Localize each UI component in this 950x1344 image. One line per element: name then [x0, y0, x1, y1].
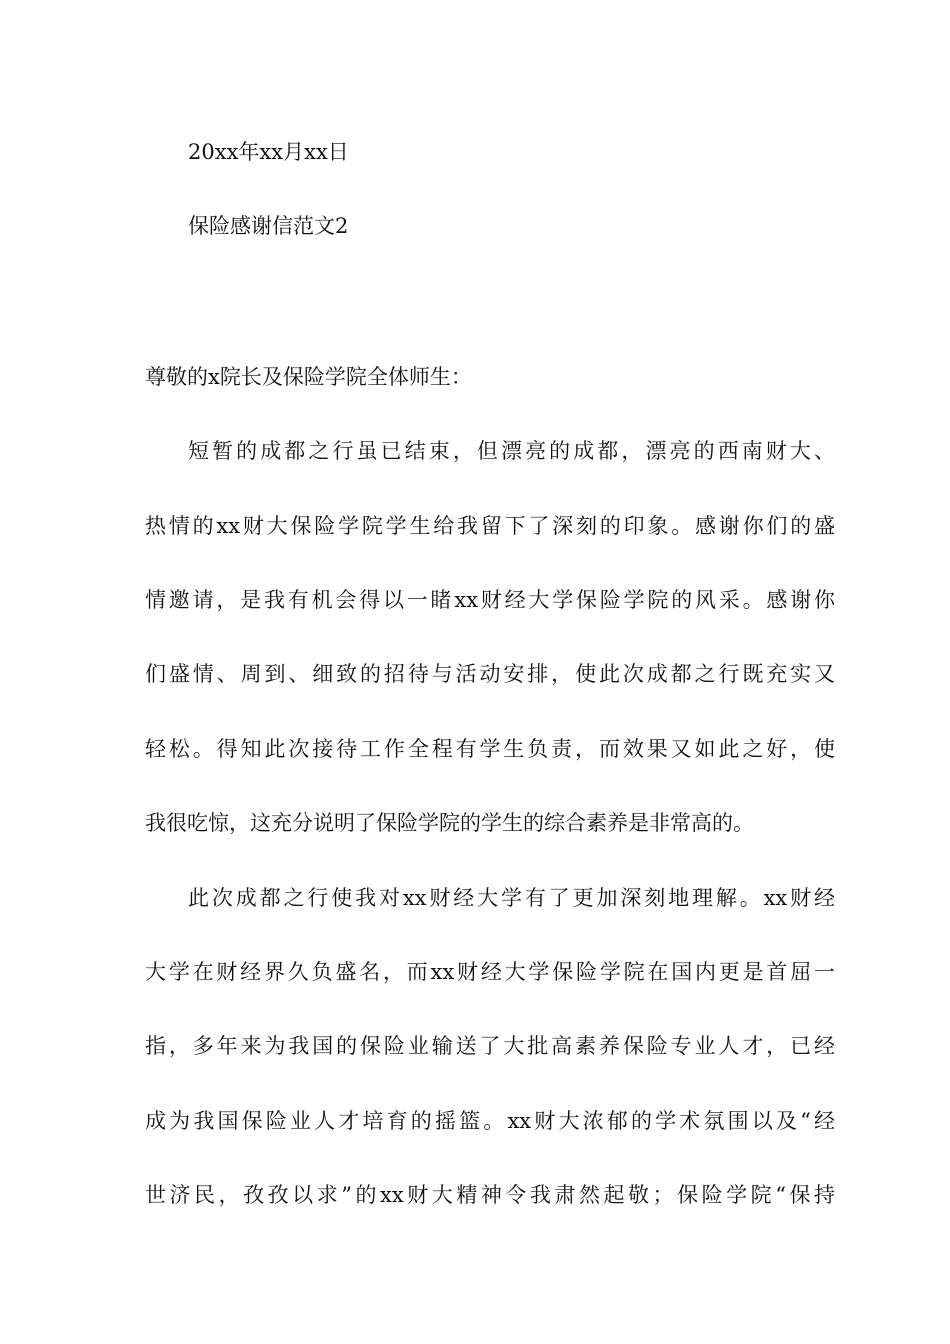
paragraph-line: 短暂的成都之行虽已结束，但漂亮的成都，漂亮的西南财大、	[188, 439, 835, 463]
paragraph-line: 大学在财经界久负盛名，而xx财经大学保险学院在国内更是首屈一	[145, 960, 835, 984]
paragraph-line: 情邀请，是我有机会得以一睹xx财经大学保险学院的风采。感谢你	[145, 588, 835, 612]
paragraph-line: 热情的xx财大保险学院学生给我留下了深刻的印象。感谢你们的盛	[145, 514, 835, 538]
letter-date: 20xx年xx月xx日	[188, 140, 349, 164]
paragraph-line: 我很吃惊，这充分说明了保险学院的学生的综合素养是非常高的。	[145, 811, 754, 835]
paragraph-line: 指，多年来为我国的保险业输送了大批高素养保险专业人才，已经	[145, 1034, 835, 1058]
letter-title: 保险感谢信范文2	[188, 214, 349, 238]
letter-salutation: 尊敬的x院长及保险学院全体师生：	[145, 365, 472, 389]
paragraph-line: 此次成都之行使我对xx财经大学有了更加深刻地理解。xx财经	[188, 886, 835, 910]
paragraph-line: 成为我国保险业人才培育的摇篮。xx财大浓郁的学术氛围以及“经	[145, 1109, 835, 1133]
paragraph-line: 世济民，孜孜以求”的xx财大精神令我肃然起敬；保险学院“保持	[145, 1183, 835, 1207]
paragraph-line: 们盛情、周到、细致的招待与活动安排，使此次成都之行既充实又	[145, 662, 835, 686]
paragraph-line: 轻松。得知此次接待工作全程有学生负责，而效果又如此之好，使	[145, 737, 835, 761]
